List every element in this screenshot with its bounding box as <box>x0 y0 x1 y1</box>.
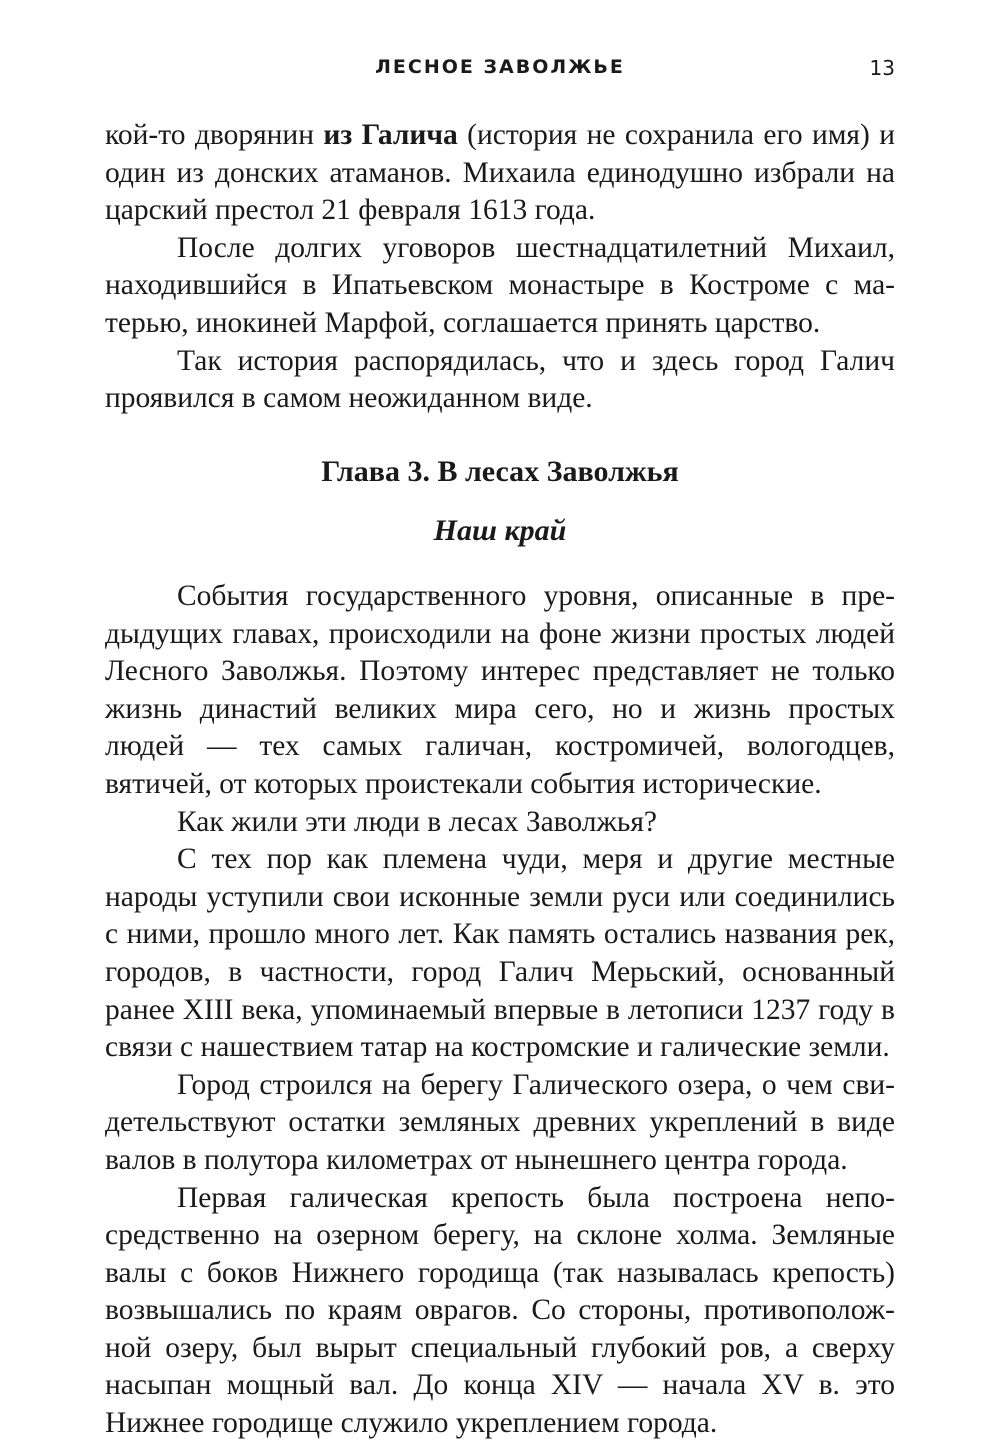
running-title: ЛЕСНОЕ ЗАВОЛЖЬЕ <box>375 56 625 78</box>
chapter-title: Глава 3. В лесах Заволжья <box>321 455 679 488</box>
paragraph: Первая галическая крепость была построена непосредственно на озерном берегу, на склоне холма. Земляные валы с боков Нижнего городища (так называлась крепость) возвышались по краям оврагов. Со стороны, противоположной озеру, был вырыт специальный глубокий ров, а сверху насыпан мощный вал. До конца XIV — начала XV в. это Нижнее городище служило укреплением города. <box>105 1181 895 1440</box>
section-title: Наш край <box>433 514 567 547</box>
continued-text <box>105 117 895 418</box>
paragraph-text: кой-то дворянин <box>105 119 324 151</box>
paragraph-text: (история не сохранила его имя) и один из донских атаманов. Михаила единодушно избрали на царский престол 21 февраля 1613 года. <box>105 119 895 227</box>
page-number: 13 <box>869 56 895 80</box>
paragraph: Город строился на берегу Галического озера, о чем свидетельствуют остатки земляных древних укреплений в виде валов в полутора километрах от нынешнего центра города. <box>105 1068 895 1176</box>
paragraph: После долгих уговоров шестнадцатилетний Михаил, находившийся в Ипатьевском монастыре в Костроме с матерью, инокиней Марфой, соглашается принять царство. <box>105 231 895 339</box>
paragraph: События государственного уровня, описанные в предыдущих главах, происходили на фоне жизни простых людей Лесного Заволжья. Поэтому интерес представляет не только жизнь династий великих мира сего, но и жизнь простых людей — тех самых галичан, костромичей, вологодцев, вятичей, от которых проистекали события исторические. <box>105 580 895 800</box>
paragraph: Как жили эти люди в лесах Заволжья? <box>177 805 657 838</box>
bold-phrase: из Галича <box>323 119 458 151</box>
paragraph: Так история распорядилась, что и здесь город Галич проявился в самом неожиданном виде. <box>105 344 895 415</box>
paragraph: С тех пор как племена чуди, меря и другие местные народы уступили свои исконные земли руси или соединились с ними, прошло много лет. Как память остались названия рек, городов, в частности, город Галич Мерьский, основанный ранее XIII века, упоминаемый впервые в летописи 1237 году в связи с нашествием татар на костромские и галические земли. <box>105 843 895 1064</box>
running-header <box>105 56 895 86</box>
section-text <box>105 578 895 1443</box>
paragraph <box>105 117 895 230</box>
